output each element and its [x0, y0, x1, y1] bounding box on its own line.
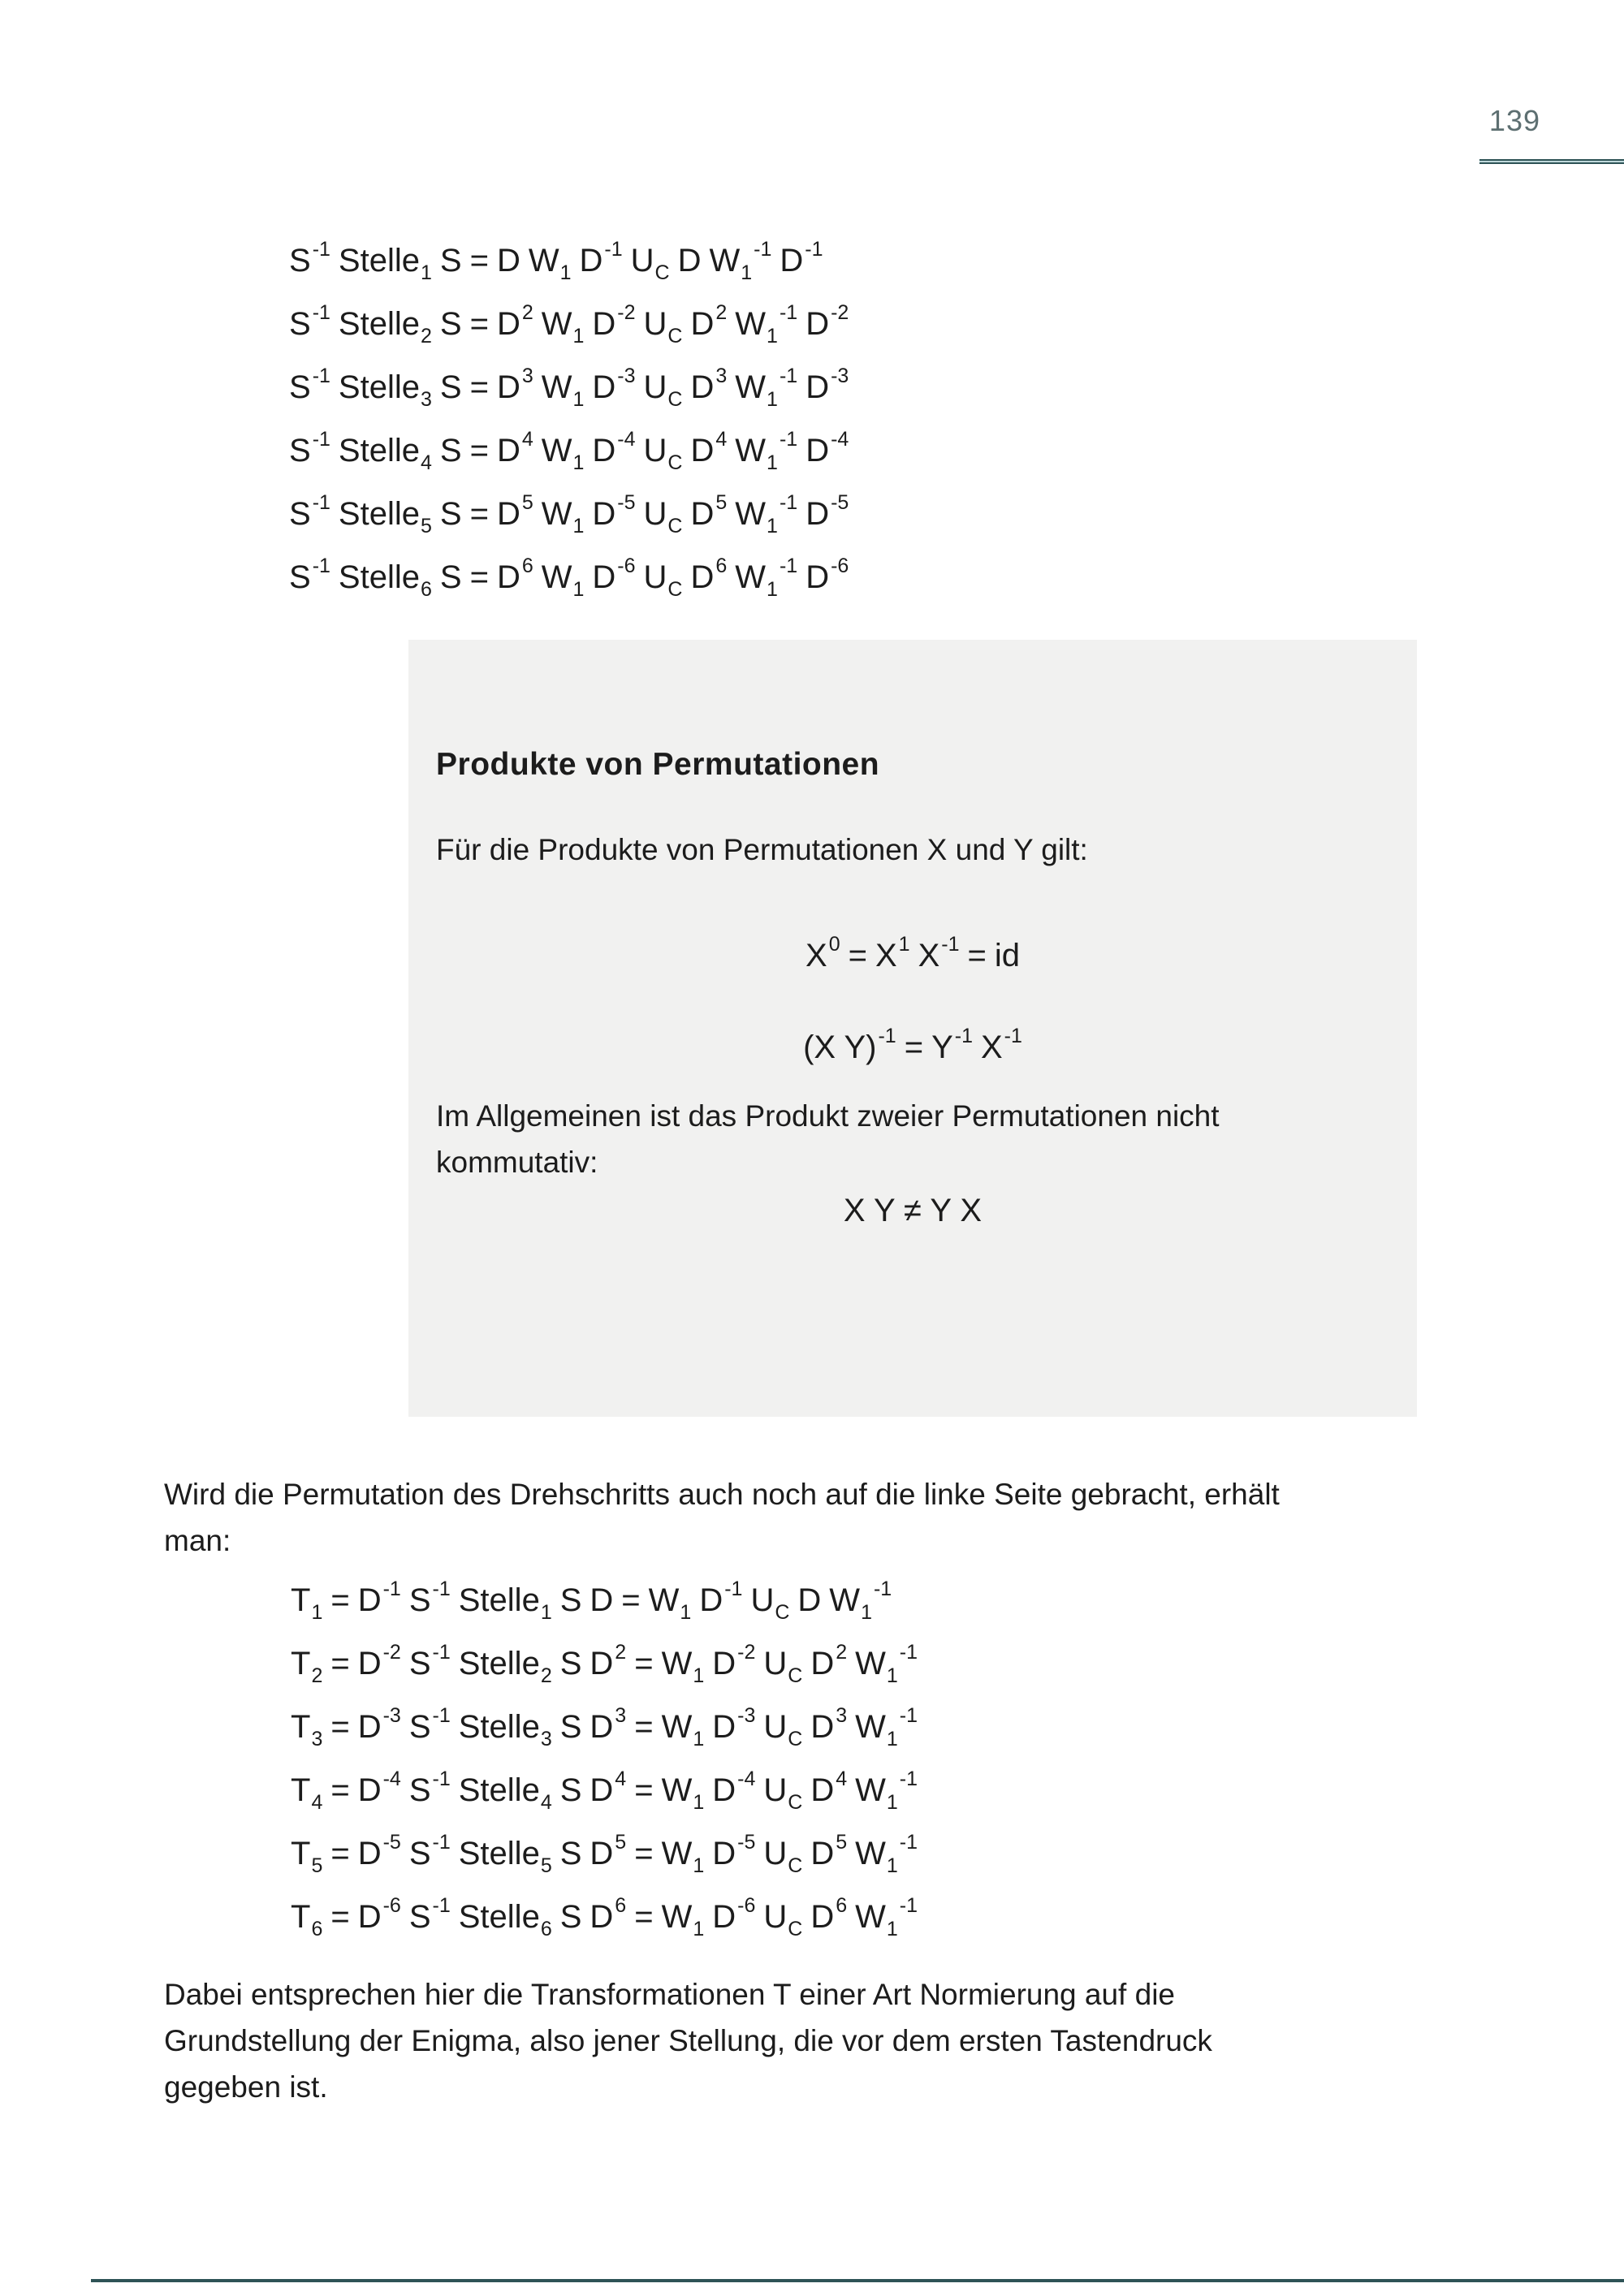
equation-line [289, 482, 849, 546]
paragraph-line: Dabei entsprechen hier die Transformationen T einer Art Normierung auf die [164, 1978, 1175, 2011]
equation-token: $S^{-1}$ [289, 301, 330, 342]
equation-token: $S^{-1}$ [408, 1578, 451, 1618]
equation-token: $D^{-3}$ [592, 365, 636, 405]
equation-token: Stelle$_5$ [458, 1836, 552, 1877]
equation-token: $S^{-1}$ [289, 491, 330, 532]
equation-token: S [439, 433, 462, 468]
equation-token: $W_1^{-1}$ [855, 1894, 918, 1940]
equation-token: Stelle$_3$ [458, 1709, 552, 1750]
equation-token: $D^3$ [690, 365, 728, 405]
header-rule [1479, 159, 1624, 164]
equation-token: = [330, 1709, 350, 1745]
equation-token: Stelle$_3$ [338, 369, 432, 411]
equation-token: Stelle$_5$ [338, 496, 432, 537]
equation-line [291, 1759, 918, 1822]
equation-token: = [469, 369, 489, 405]
equation-token: $D^4$ [590, 1768, 627, 1808]
equation-token: S [439, 306, 462, 342]
equation-token: $D^{-5}$ [357, 1831, 401, 1871]
equation-token: $D^{-6}$ [712, 1894, 756, 1935]
equation-token: $W_1^{-1}$ [855, 1704, 918, 1750]
equation-token: $U_C$ [643, 306, 683, 347]
equation-token: S [559, 1646, 582, 1681]
equation-token: $D^{-4}$ [357, 1768, 401, 1808]
equation-token: Stelle$_6$ [338, 559, 432, 601]
equation-token: = [469, 496, 489, 532]
info-box-title: Produkte von Permutationen [436, 747, 880, 782]
paragraph-line: Grundstellung der Enigma, also jener Stellung, die vor dem ersten Tastendruck [164, 2024, 1212, 2057]
equation-token: $S^{-1}$ [289, 238, 330, 278]
equation-token: S [559, 1836, 582, 1871]
equation-token: $S^{-1}$ [408, 1768, 451, 1808]
equation-line [291, 1822, 918, 1885]
equation-token: = [330, 1836, 350, 1871]
equation-token: Stelle$_4$ [458, 1772, 552, 1814]
equation-token: $D^4$ [690, 428, 728, 468]
equation-token: $D^{-2}$ [806, 301, 849, 342]
equation-token: $D^{-5}$ [806, 491, 849, 532]
equation-token: $W_1$ [661, 1836, 705, 1877]
equation-token: $W_1^{-1}$ [855, 1768, 918, 1814]
equation-token: $W_1^{-1}$ [735, 428, 798, 474]
equation-token: $S^{-1}$ [408, 1704, 451, 1745]
equation-token: $D^2$ [810, 1641, 848, 1681]
equation-token: Stelle$_4$ [338, 433, 432, 474]
equation-token: = [330, 1772, 350, 1808]
equation-token: $D^6$ [690, 555, 728, 595]
equation-token: $U_C$ [643, 559, 683, 601]
equation-token: $D^{-4}$ [592, 428, 636, 468]
equation-token: $D^{-2}$ [357, 1641, 401, 1681]
equation-token: $U_C$ [763, 1709, 803, 1750]
equation-token: $D^3$ [590, 1704, 627, 1745]
equation-token: S [559, 1772, 582, 1808]
equation-line [408, 1179, 1417, 1242]
equation-token: $D^{-6}$ [357, 1894, 401, 1935]
equation-token: $D^4$ [810, 1768, 848, 1808]
equation-token: $D^2$ [590, 1641, 627, 1681]
equation-token: S [439, 243, 462, 278]
equation-token: $T_5$ [291, 1836, 323, 1877]
equation-token: D [797, 1582, 822, 1618]
equation-token: $U_C$ [763, 1772, 803, 1814]
equation-token: $D^6$ [810, 1894, 848, 1935]
equation-token: = [634, 1836, 654, 1871]
equation-token: $X^0$ [806, 933, 840, 973]
equation-token: = [469, 243, 489, 278]
t-equations-block [291, 1569, 918, 1949]
equation-identity [408, 924, 1417, 987]
equation-token: $S^{-1}$ [289, 365, 330, 405]
equation-token: $D^4$ [496, 428, 533, 468]
equation-noncommutative [408, 1179, 1417, 1242]
equation-token: $D^5$ [690, 491, 728, 532]
equation-token: $W_1$ [541, 306, 585, 347]
equation-token: $W_1^{-1}$ [735, 365, 798, 411]
equation-token: $D^6$ [590, 1894, 627, 1935]
equation-token: = [634, 1772, 654, 1808]
equation-inverse-product [408, 1016, 1417, 1079]
equation-token: $W_1$ [661, 1646, 705, 1687]
equation-token: $X^{-1}$ [980, 1025, 1022, 1065]
equation-token: = [469, 433, 489, 468]
equation-token: Stelle$_2$ [338, 306, 432, 347]
equation-line [291, 1569, 918, 1632]
equation-token: $U_C$ [763, 1899, 803, 1940]
footer-rule [91, 2279, 1624, 2282]
paragraph-line: gegeben ist. [164, 2070, 328, 2104]
equation-token: $U_C$ [630, 243, 670, 284]
equation-token: = [848, 938, 867, 973]
equation-token: $W_1^{-1}$ [709, 238, 772, 284]
equation-token: = [330, 1646, 350, 1681]
page-number: 139 [1488, 104, 1540, 137]
paragraph-line: Wird die Permutation des Drehschritts auch noch auf die linke Seite gebracht, erhält [164, 1478, 1280, 1511]
equation-token: = [469, 306, 489, 342]
equation-token: $D^{-1}$ [357, 1578, 401, 1618]
equation-token: $U_C$ [763, 1646, 803, 1687]
paragraph-normierung [164, 1971, 1212, 2110]
paragraph-drehschritt [164, 1471, 1280, 1564]
equation-token: $D^5$ [810, 1831, 848, 1871]
equation-token: X Y ≠ Y X [843, 1193, 983, 1228]
equation-token: = [621, 1582, 641, 1618]
equation-token: $W_1$ [661, 1709, 705, 1750]
equation-token: $Y^{-1}$ [931, 1025, 973, 1065]
equation-token: D [496, 243, 520, 278]
equation-token: $T_4$ [291, 1772, 323, 1814]
equation-line [289, 356, 849, 419]
equation-token: $S^{-1}$ [408, 1894, 451, 1935]
info-box-note-line: kommutativ: [436, 1146, 598, 1179]
equation-token: $X^1$ [875, 933, 910, 973]
equation-token: $D^{-1}$ [699, 1578, 743, 1618]
equation-token: $D^{-6}$ [592, 555, 636, 595]
equation-token: $D^{-2}$ [712, 1641, 756, 1681]
equation-token: S [439, 369, 462, 405]
equation-line [289, 546, 849, 609]
paragraph-line: man: [164, 1524, 231, 1557]
equation-token: (X Y)$^{-1}$ [803, 1025, 896, 1065]
equation-token: $D^3$ [810, 1704, 848, 1745]
equation-line [291, 1885, 918, 1949]
equation-token: $U_C$ [643, 496, 683, 537]
equation-token: $D^{-1}$ [780, 238, 823, 278]
equation-token: $D^{-2}$ [592, 301, 636, 342]
equation-token: $U_C$ [750, 1582, 790, 1624]
equation-token: = [330, 1899, 350, 1935]
equation-token: Stelle$_2$ [458, 1646, 552, 1687]
equation-token: $U_C$ [763, 1836, 803, 1877]
equation-token: $W_1^{-1}$ [735, 491, 798, 537]
info-box-note [436, 1093, 1220, 1185]
equation-token: Stelle$_6$ [458, 1899, 552, 1940]
equation-token: $W_1^{-1}$ [829, 1578, 892, 1624]
equation-token: $D^{-6}$ [806, 555, 849, 595]
equation-token: $D^5$ [496, 491, 533, 532]
equation-token: = [330, 1582, 350, 1618]
equation-token: $W_1^{-1}$ [735, 555, 798, 601]
equation-token: $D^2$ [690, 301, 728, 342]
equation-token: D [590, 1582, 614, 1618]
equation-token: $T_2$ [291, 1646, 323, 1687]
equation-token: S [439, 559, 462, 595]
info-box-note-line: Im Allgemeinen ist das Produkt zweier Permutationen nicht [436, 1099, 1220, 1133]
equation-token: $W_1$ [661, 1772, 705, 1814]
equation-token: $D^{-3}$ [806, 365, 849, 405]
equation-token: $T_6$ [291, 1899, 323, 1940]
info-box [408, 640, 1417, 1417]
equation-token: $D^3$ [496, 365, 533, 405]
equation-token: $U_C$ [643, 433, 683, 474]
equation-token: $W_1^{-1}$ [735, 301, 798, 347]
equation-token: $W_1$ [648, 1582, 692, 1624]
equation-line [289, 292, 849, 356]
equation-token: $W_1^{-1}$ [855, 1831, 918, 1877]
equation-token: D [677, 243, 702, 278]
equation-token: = [967, 938, 987, 973]
equation-token: $D^{-5}$ [592, 491, 636, 532]
info-box-intro: Für die Produkte von Permutationen X und Y gilt: [436, 833, 1088, 866]
equation-token: Stelle$_1$ [338, 243, 432, 284]
equation-token: $D^2$ [496, 301, 533, 342]
equation-token: S [559, 1899, 582, 1935]
equation-token: $S^{-1}$ [289, 428, 330, 468]
equation-token: $U_C$ [643, 369, 683, 411]
equation-token: $T_3$ [291, 1709, 323, 1750]
equation-token: $W_1$ [541, 369, 585, 411]
equation-token: $W_1$ [541, 559, 585, 601]
equation-token: $W_1^{-1}$ [855, 1641, 918, 1687]
equation-line [291, 1632, 918, 1695]
equation-token: $W_1$ [661, 1899, 705, 1940]
equation-token: $D^{-5}$ [712, 1831, 756, 1871]
equation-token: $D^5$ [590, 1831, 627, 1871]
equation-line [289, 419, 849, 482]
equation-token: = [634, 1646, 654, 1681]
equation-token: $W_1$ [541, 433, 585, 474]
equation-token: $D^{-4}$ [712, 1768, 756, 1808]
equation-token: = [469, 559, 489, 595]
equation-token: = [634, 1709, 654, 1745]
equation-token: S [559, 1582, 582, 1618]
equation-line [289, 229, 849, 292]
equation-line [408, 1016, 1417, 1079]
equation-token: $W_1$ [541, 496, 585, 537]
equation-token: $D^{-1}$ [579, 238, 623, 278]
equation-token: $D^{-3}$ [712, 1704, 756, 1745]
equation-token: $T_1$ [291, 1582, 323, 1624]
equation-line [291, 1695, 918, 1759]
equation-token: $S^{-1}$ [408, 1831, 451, 1871]
equation-token: S [559, 1709, 582, 1745]
equation-token: $W_1$ [528, 243, 572, 284]
equation-token: id [994, 938, 1020, 973]
equation-token: $D^{-4}$ [806, 428, 849, 468]
equation-token: $D^{-3}$ [357, 1704, 401, 1745]
equation-token: $S^{-1}$ [408, 1641, 451, 1681]
equation-token: = [904, 1029, 924, 1065]
equation-token: $D^6$ [496, 555, 533, 595]
equation-token: = [634, 1899, 654, 1935]
equation-token: $X^{-1}$ [918, 933, 960, 973]
stelle-equations-block [289, 229, 849, 609]
equation-token: $S^{-1}$ [289, 555, 330, 595]
equation-token: S [439, 496, 462, 532]
equation-token: Stelle$_1$ [458, 1582, 552, 1624]
equation-line [408, 924, 1417, 987]
